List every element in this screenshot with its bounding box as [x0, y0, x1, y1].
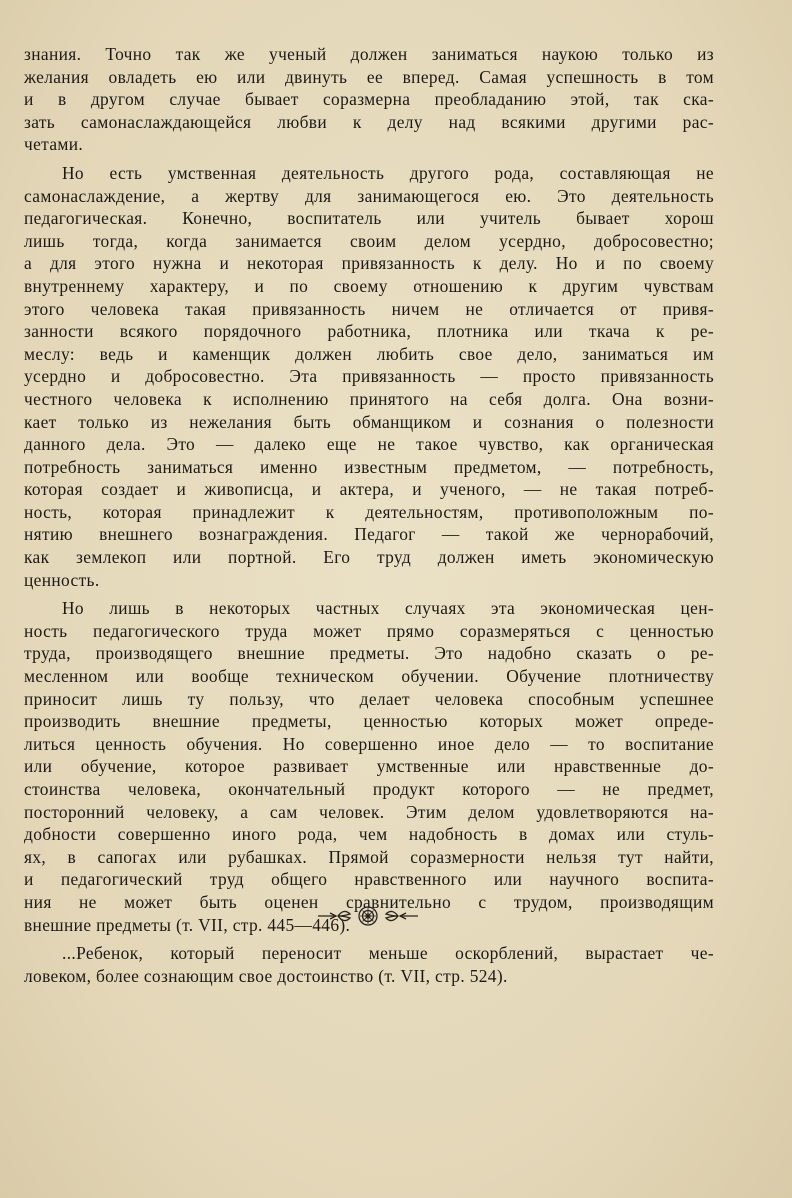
text-line: внутреннему характеру, и по своему отношению к другим чувствам [24, 275, 714, 296]
text-line: ловеком, более сознающим свое достоинство (т. VII, стр. 524). [24, 965, 508, 986]
floral-divider-icon [316, 905, 420, 927]
text-line: ность педагогического труда может прямо соразмеряться с ценностью [24, 620, 714, 641]
text-line: или обучение, которое развивает умственные или нравственные до- [24, 756, 714, 777]
text-line: месленном или вообще техническом обучении. Обучение плотничеству [24, 666, 714, 687]
text-line: знания. Точно так же ученый должен заниматься наукою только из [24, 44, 714, 64]
text-line: добности совершенно иного рода, чем надобность в домах или стуль- [24, 824, 714, 845]
text-line: занности всякого порядочного работника, плотника или ткача к ре- [24, 321, 714, 342]
text-line: Но лишь в некоторых частных случаях эта экономическая цен- [62, 598, 714, 619]
text-line: ...Ребенок, который переносит меньше оскорблений, вырастает че- [62, 943, 714, 964]
text-line: самонаслаждение, а жертву для занимающегося ею. Это деятельность [24, 185, 714, 206]
text-line: а для этого нужна и некоторая привязанность к делу. Но и по своему [24, 253, 714, 274]
text-line: труда, производящего внешние предметы. Это надобно сказать о ре- [24, 643, 714, 664]
text-line: ния не может быть оценен сравнительно с трудом, производящим [24, 891, 714, 912]
text-line: нятию внешнего вознаграждения. Педагог — такой же чернорабочий, [24, 524, 714, 545]
paragraph [24, 43, 714, 156]
text-line: усердно и добросовестно. Эта привязанность — просто привязанность [24, 366, 714, 387]
text-line: приносит лишь ту пользу, что делает человека способным успешнее [24, 688, 714, 709]
text-line: четами. [24, 134, 84, 155]
text-line: этого человека такая привязанность ничем не отличается от привя- [24, 298, 714, 319]
text-line: меслу: ведь и каменщик должен любить свое дело, заниматься им [24, 343, 714, 364]
text-line: стоинства человека, окончательный продукт которого — не предмет, [24, 779, 714, 799]
page-text [24, 43, 714, 993]
text-line: ность, которая принадлежит к деятельностям, противоположным по- [24, 501, 714, 522]
paragraph [24, 162, 714, 591]
text-line: кает только из нежелания быть обманщиком и сознания о полезности [24, 411, 714, 432]
text-line: и в другом случае бывает соразмерна преобладанию этой, так ска- [24, 89, 714, 110]
paragraph [24, 597, 714, 936]
text-line: литься ценность обучения. Но совершенно иное дело — то воспитание [24, 733, 714, 754]
paragraph [24, 942, 714, 987]
text-line: ценность. [24, 569, 100, 590]
text-line: которая создает и живописца, и актера, и ученого, — не такая потреб- [24, 479, 714, 500]
text-line: и педагогический труд общего нравственного или научного воспита- [24, 869, 714, 890]
text-line: как землекоп или портной. Его труд должен иметь экономическую [24, 547, 714, 568]
text-line: лишь тогда, когда занимается своим делом усердно, добросовестно; [24, 230, 714, 251]
text-line: внешние предметы (т. VII, стр. 445—446). [24, 914, 351, 935]
text-line: зать самонаслаждающейся любви к делу над всякими другими рас- [24, 111, 714, 132]
text-line: педагогическая. Конечно, воспитатель или учитель бывает хорош [24, 208, 714, 229]
text-line: честного человека к исполнению принятого на себя долга. Она возни- [24, 388, 714, 409]
text-line: производить внешние предметы, ценностью которых может опреде- [24, 711, 714, 732]
text-line: посторонний человеку, а сам человек. Этим делом удовлетворяются на- [24, 801, 714, 822]
text-line: данного дела. Это — далеко еще не такое чувство, как органическая [24, 434, 714, 455]
text-line: желания овладеть ею или двинуть ее вперед. Самая успешность в том [24, 66, 714, 87]
text-line: ях, в сапогах или рубашках. Прямой соразмерности нельзя тут найти, [24, 846, 714, 867]
text-line: Но есть умственная деятельность другого рода, составляющая не [62, 162, 714, 183]
text-line: потребность заниматься именно известным предметом, — потребность, [24, 456, 714, 477]
